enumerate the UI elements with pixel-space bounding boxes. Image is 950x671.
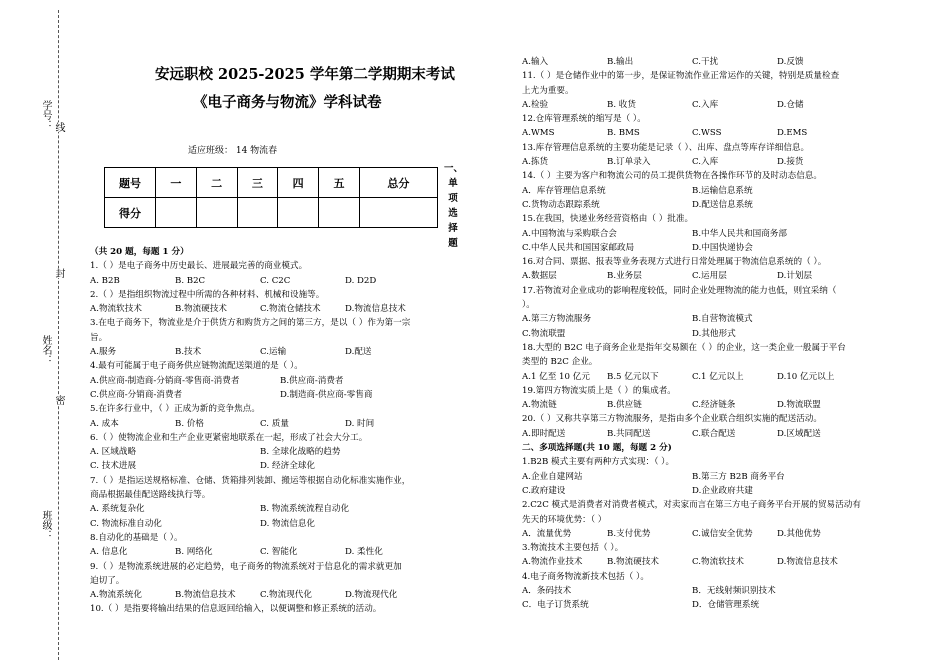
answer-option: A.检验 [522, 99, 549, 110]
answer-option: D. D2D [345, 275, 377, 286]
question-text-line: 上尤为重要。 [522, 85, 574, 96]
answer-option: A. 信息化 [90, 547, 128, 558]
question-text-line: 2.C2C 模式是消费者对消费者模式，对卖家而言在第三方电子商务平台开展的贸易活动有 [522, 500, 861, 511]
answer-option: D.企业政府共建 [692, 485, 753, 496]
answer-options-row [522, 398, 927, 412]
answer-option: D.其他优势 [777, 528, 821, 539]
answer-option: A.物流链 [522, 400, 557, 411]
section-one-char: 选 [448, 208, 458, 219]
answer-option: B.技术 [175, 347, 202, 358]
answer-options-row [90, 517, 485, 531]
question-text-line: 20.（ ）又称共享第三方物流服务，是指由多个企业联合组织实施的配送活动。 [522, 414, 822, 425]
answer-options-row [522, 598, 927, 612]
answer-options-row [522, 126, 927, 140]
answer-option: B.输出 [607, 57, 634, 67]
question-text-line: 16.对合同、票据、报表等业务表现方式进行日常处理属于物流信息系统的（ ）。 [522, 257, 827, 268]
answer-options-row [90, 374, 485, 388]
answer-option: B.供应链 [607, 400, 642, 411]
answer-options-row [522, 269, 927, 283]
question-text-line: 18.大型的 B2C 电子商务企业是指年交易额在（ ）的企业，这一类企业一般属于平台 [522, 342, 846, 353]
answer-option: A.1 亿至 10 亿元 [522, 371, 590, 382]
answer-options-row [90, 502, 485, 516]
answer-option: D.制造商-供应商-零售商 [280, 389, 373, 400]
question-text-line: 迫切了。 [90, 575, 125, 586]
margin-line-char: 线 [53, 122, 64, 132]
question-text-line: 13.库存管理信息系统的主要功能是记录（ ）、出库、盘点等库存详细信息。 [522, 142, 810, 153]
answer-option: C.中华人民共和国国家邮政局 [522, 242, 635, 253]
score-row-label: 得分 [105, 198, 156, 228]
answer-option: A．库存管理信息系统 [522, 185, 606, 196]
answer-option: B.物流信息技术 [175, 590, 236, 601]
question-text-line: 3.在电子商务下，物流业是介于供货方和购货方之间的第三方，是以（ ）作为第一宗 [90, 318, 411, 329]
score-header-cell: 一 [156, 168, 197, 198]
answer-option: D.其他形式 [692, 328, 736, 339]
answer-option: C.入库 [692, 99, 719, 110]
left-question-list [90, 245, 485, 617]
right-column [522, 55, 927, 665]
answer-option: B. 网络化 [175, 547, 213, 558]
answer-options-row [90, 459, 485, 473]
answer-option: C.WSS [692, 128, 722, 139]
answer-option: B．无线射频识别技术 [692, 585, 776, 596]
answer-option: B.中华人民共和国商务部 [692, 228, 787, 239]
question-text-line: 11.（ ）是仓储作业中的第一步，是保证物流作业正常运作的关键，特别是质量检查 [522, 71, 840, 82]
answer-option: A. B2B [90, 275, 120, 286]
answer-options-row [90, 445, 485, 459]
answer-option: D.物流信息技术 [345, 304, 406, 315]
question-text-line: 19.第四方物流实质上是（ ）的集成者。 [522, 385, 676, 396]
answer-option: D.物流联盟 [777, 400, 821, 411]
answer-option: C.经济链条 [692, 400, 736, 411]
answer-option: C. 物流标准自动化 [90, 518, 162, 529]
answer-options-row [90, 274, 485, 288]
answer-option: B. BMS [607, 128, 640, 139]
answer-option: B.运输信息系统 [692, 185, 753, 196]
score-header-cell: 三 [237, 168, 278, 198]
answer-option: C. 质量 [260, 418, 289, 429]
question-text-line: 2.（ ）是指组织物流过程中所需的各种材料、机械和设施等。 [90, 289, 325, 300]
section-one-char: 单 [448, 178, 458, 189]
score-header-cell: 四 [278, 168, 319, 198]
question-text-line: 1.B2B 模式主要有两种方式实现：（ ）。 [522, 457, 675, 468]
answer-options-row [90, 545, 485, 559]
section-one-char: 项 [448, 193, 458, 204]
answer-option: C.1 亿元以上 [692, 371, 744, 382]
answer-option: A.物流作业技术 [522, 557, 583, 568]
answer-option: B. 全球化战略的趋势 [260, 447, 341, 458]
question-text-line: 10.（ ）是指要将输出结果的信息返回给输入，以便调整和修正系统的活动。 [90, 604, 382, 615]
answer-option: C. C2C [260, 275, 291, 286]
answer-options-row [522, 312, 927, 326]
section-one-heading [444, 161, 462, 251]
answer-option: D. 时间 [345, 418, 375, 429]
answer-options-row [90, 588, 485, 602]
answer-option: C．电子订货系统 [522, 600, 589, 611]
answer-option: A. 区域战略 [90, 447, 137, 458]
answer-options-row [522, 470, 927, 484]
answer-option: A.即时配送 [522, 428, 566, 439]
question-text-line: 8.自动化的基础是（ ）。 [90, 532, 183, 543]
answer-option: C.物流软技术 [692, 557, 744, 568]
answer-option: D.中国快递协会 [692, 242, 753, 253]
question-text-line: 14.（ ）主要为客户和物流公司的员工提供货物在各操作环节的及时动态信息。 [522, 171, 822, 182]
score-cell[interactable] [237, 198, 278, 228]
question-text-line: 类型的 B2C 企业。 [522, 357, 598, 368]
answer-options-row [522, 98, 927, 112]
answer-option: D. 柔性化 [345, 547, 383, 558]
answer-option: C.货物动态跟踪系统 [522, 199, 600, 210]
question-text-line: 4.最有可能属于电子商务供应链物流配送渠道的是（ ）。 [90, 361, 303, 372]
answer-option: D.配送信息系统 [692, 199, 753, 210]
answer-options-row [522, 584, 927, 598]
name-label: 姓名： [40, 335, 51, 365]
answer-options-row [522, 370, 927, 384]
answer-option: D. 经济全球化 [260, 461, 316, 472]
answer-option: B.物流硬技术 [607, 557, 660, 568]
answer-option: A.数据层 [522, 271, 557, 282]
answer-options-row [522, 555, 927, 569]
answer-option: B. 价格 [175, 418, 204, 429]
answer-option: D.配送 [345, 347, 372, 358]
answer-options-row [90, 345, 485, 359]
applicable-class: 适应班级： 14 物流春 [188, 146, 278, 156]
answer-option: A.第三方物流服务 [522, 314, 592, 325]
answer-option: C.物流联盟 [522, 328, 566, 339]
answer-option: A.拣货 [522, 157, 549, 168]
score-cell[interactable] [156, 198, 197, 228]
margin-dense-char: 密 [53, 395, 64, 405]
question-text-line: 旨。 [90, 332, 108, 343]
answer-option: D. 物流信息化 [260, 518, 316, 529]
answer-option: D.EMS [777, 128, 808, 139]
class-label: 班级： [40, 510, 51, 540]
score-header-cell: 题号 [105, 168, 156, 198]
answer-option: C. 技术进展 [90, 461, 137, 472]
answer-options-row [90, 388, 485, 402]
answer-option: A.WMS [522, 128, 555, 139]
score-cell[interactable] [319, 198, 360, 228]
answer-option: D.区域配送 [777, 428, 821, 439]
answer-options-row [522, 198, 927, 212]
question-text-line: 3.物流技术主要包括（ ）。 [522, 543, 624, 554]
answer-options-row [522, 327, 927, 341]
answer-option: A.企业自建网站 [522, 471, 583, 482]
answer-option: B.5 亿元以下 [607, 371, 659, 382]
answer-option: C.诚信安全优势 [692, 528, 753, 539]
question-text-line: 12.仓库管理系统的缩写是（ ）。 [522, 114, 646, 125]
answer-option: D.物流现代化 [345, 590, 398, 601]
exam-title: 安远职校 2025-2025 学年第二学期期末考试 [155, 66, 455, 83]
score-header-cell: 五 [319, 168, 360, 198]
answer-option: C.联合配送 [692, 428, 736, 439]
answer-option: C.入库 [692, 157, 719, 168]
margin-seal-char: 封 [53, 268, 64, 278]
left-column [90, 55, 485, 665]
answer-option: B.自营物流模式 [692, 314, 753, 325]
answer-option: A.物流系统化 [90, 590, 142, 601]
question-text-line: 17.若物流对企业成功的影响程度较低，同时企业处理物流的能力也低，则宜采纳（ [522, 285, 837, 296]
answer-option: D.仓储 [777, 99, 804, 110]
answer-options-row [522, 484, 927, 498]
answer-option: B.支付优势 [607, 528, 651, 539]
answer-options-row [90, 417, 485, 431]
section-heading: 二、多项选择题(共 10 题，每题 2 分) [522, 443, 672, 454]
question-text-line: 5.在许多行业中，（ ）正成为新的竞争焦点。 [90, 404, 260, 415]
student-id-label: 学号： [40, 100, 51, 130]
answer-option: C.政府建设 [522, 485, 566, 496]
answer-option: A．流量优势 [522, 528, 572, 539]
answer-option: D.物流信息技术 [777, 557, 838, 568]
question-text-line: 商品根据最佳配送路线执行等。 [90, 490, 211, 501]
exam-subtitle: 《电子商务与物流》学科试卷 [193, 94, 382, 111]
answer-option: C.供应商-分销商-消费者 [90, 389, 183, 400]
binding-margin [0, 0, 88, 671]
answer-option: D.计划层 [777, 271, 813, 282]
answer-option: B.第三方 B2B 商务平台 [692, 471, 785, 482]
score-cell[interactable] [196, 198, 237, 228]
score-table-header-row [105, 168, 438, 198]
answer-option: B.共同配送 [607, 428, 651, 439]
answer-option: A．条码技术 [522, 585, 572, 596]
answer-option: C.运用层 [692, 271, 727, 282]
answer-option: A.供应商-制造商-分销商-零售商-消费者 [90, 375, 240, 386]
answer-option: A.服务 [90, 347, 117, 358]
answer-options-row [522, 527, 927, 541]
answer-option: C.运输 [260, 347, 287, 358]
answer-option: A. 成本 [90, 418, 119, 429]
answer-option: C. 智能化 [260, 547, 298, 558]
answer-option: C.物流现代化 [260, 590, 312, 601]
question-text-line: 9.（ ）是物流系统进展的必定趋势，电子商务的物流系统对于信息化的需求就更加 [90, 561, 402, 572]
answer-options-row [522, 427, 927, 441]
answer-option: A.物流软技术 [90, 304, 142, 315]
answer-option: D.接货 [777, 157, 804, 168]
score-cell[interactable] [359, 198, 437, 228]
answer-options-row [522, 227, 927, 241]
answer-option: C.物流仓储技术 [260, 304, 321, 315]
answer-option: A.中国物流与采购联合会 [522, 228, 617, 239]
answer-option: B. 物流系统流程自动化 [260, 504, 350, 515]
answer-options-row [522, 241, 927, 255]
answer-option: B.业务层 [607, 271, 642, 282]
answer-option: B.订单录入 [607, 157, 651, 168]
answer-option: B.供应商-消费者 [280, 375, 344, 386]
question-text-line: 7.（ ）是指运送规格标准、仓储、货箱排列装卸、搬运等根据自动化标准实施作业， [90, 475, 411, 486]
section-heading: （共 20 题，每题 1 分） [90, 247, 189, 257]
answer-option: D.反馈 [777, 57, 804, 67]
score-cell[interactable] [278, 198, 319, 228]
right-question-list [522, 55, 927, 613]
seal-dashed-line [58, 10, 59, 660]
answer-option: A. 系统复杂化 [90, 504, 145, 515]
answer-option: B. B2C [175, 275, 206, 286]
score-table [104, 167, 438, 228]
question-text-line: 15.在我国，快递业务经营资格由（ ）批准。 [522, 214, 694, 225]
section-one-char: 择 [448, 223, 458, 234]
question-text-line: 1.（ ）是电子商务中历史最长、进展最完善的商业模式。 [90, 261, 308, 272]
score-header-cell: 二 [196, 168, 237, 198]
question-text-line: 4.电子商务物流新技术包括（ ）。 [522, 571, 649, 582]
score-table-score-row [105, 198, 438, 228]
answer-option: C.干扰 [692, 57, 719, 67]
score-header-cell: 总分 [359, 168, 437, 198]
answer-option: D.10 亿元以上 [777, 371, 835, 382]
section-one-char: 题 [448, 238, 458, 249]
answer-option: A.输入 [522, 57, 549, 67]
section-one-char: 一、 [444, 163, 464, 174]
answer-option: D．仓储管理系统 [692, 600, 760, 611]
question-text-line: 6.（ ）使物流企业和生产企业更紧密地联系在一起，形成了社会大分工。 [90, 432, 368, 443]
answer-option: B. 收货 [607, 99, 636, 110]
answer-options-row [522, 155, 927, 169]
answer-options-row [522, 184, 927, 198]
answer-options-row [90, 302, 485, 316]
question-text-line: 先天的环境优势：（ ） [522, 514, 607, 525]
question-text-line: ）。 [522, 300, 535, 311]
answer-options-row [522, 55, 927, 69]
answer-option: B.物流硬技术 [175, 304, 228, 315]
